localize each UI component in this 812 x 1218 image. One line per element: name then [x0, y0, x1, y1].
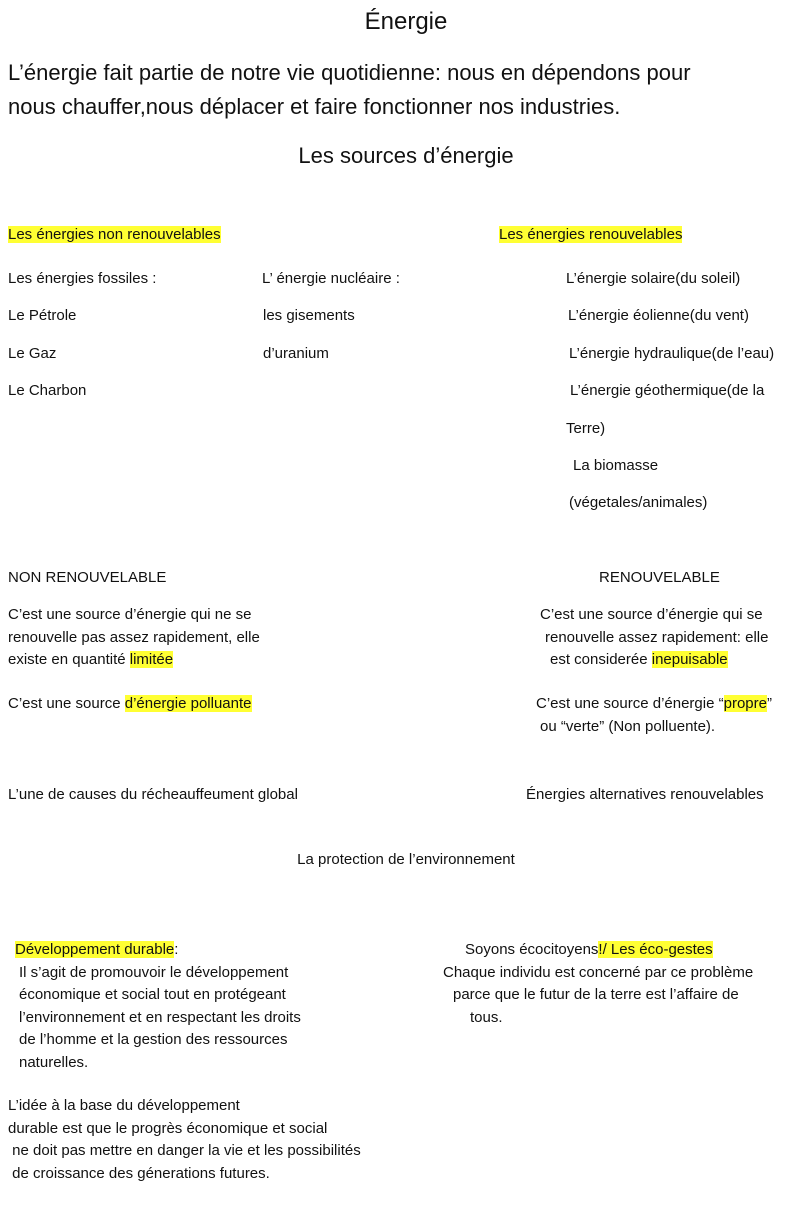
sustainable-development: Développement durable: Il s’agit de promouvoir le développement économique et social tout en protégeant l’environnement et en respectant les droits de l’homme et la gestion des ressources naturelles.	[15, 941, 301, 1071]
non-renewable-heading: Les énergies non renouvelables	[8, 226, 221, 243]
renewable-definition: C’est une source d’énergie qui se renouvelle assez rapidement: elle est considerée inepuisable	[540, 606, 769, 668]
polluting-statement: C’est une source d’énergie polluante	[8, 695, 252, 712]
nuclear-line: les gisements	[263, 307, 355, 324]
sustainable-idea: L’idée à la base du développement durable est que le progrès économique et social ne doit pas mettre en danger la vie et les possibilités de croissance des génerations futures.	[8, 1097, 361, 1182]
renewable-item: La biomasse	[573, 457, 659, 474]
renewable-item: (végetales/animales)	[569, 494, 708, 511]
global-warming-cause: L’une de causes du récheauffeument global	[8, 786, 298, 803]
clean-statement: C’est une source d’énergie “propre” ou “verte” (Non polluente).	[536, 695, 772, 735]
alternative-energies: Énergies alternatives renouvelables	[526, 786, 764, 803]
renewable-item: L’énergie géothermique(de la	[570, 382, 765, 399]
page-title: Énergie	[364, 8, 448, 35]
renewable-item: L’énergie éolienne(du vent)	[568, 307, 749, 324]
fossil-label: Les énergies fossiles :	[8, 270, 157, 287]
nuclear-label: L’ énergie nucléaire :	[262, 270, 400, 287]
renewable-item: L’énergie hydraulique(de l’eau)	[569, 345, 775, 362]
nuclear-line: d’uranium	[263, 345, 329, 362]
renewable-heading: Les énergies renouvelables	[499, 226, 683, 243]
intro-line-2: nous chauffer,nous déplacer et faire fonctionner nos industries.	[8, 94, 621, 119]
renewable-item: Terre)	[566, 420, 606, 437]
non-renewable-definition: C’est une source d’énergie qui ne se renouvelle pas assez rapidement, elle existe en quantité limitée	[8, 606, 260, 668]
renewable-item: L’énergie solaire(du soleil)	[566, 270, 741, 287]
sources-title: Les sources d’énergie	[298, 143, 514, 168]
sustainable-heading: Développement durable	[15, 941, 175, 958]
intro-line-1: L’énergie fait partie de notre vie quotidienne: nous en dépendons pour	[8, 60, 691, 85]
eco-gestures: Soyons écocitoyens!/ Les éco-gestes Chaque individu est concerné par ce problème parce que le futur de la terre est l’affaire de tous.	[443, 941, 754, 1026]
fossil-item: Le Gaz	[8, 345, 57, 362]
fossil-item: Le Pétrole	[8, 307, 77, 324]
renewable-label: RENOUVELABLE	[599, 569, 720, 586]
protection-title: La protection de l’environnement	[297, 851, 515, 868]
fossil-item: Le Charbon	[8, 382, 87, 399]
non-renewable-label: NON RENOUVELABLE	[8, 569, 167, 586]
